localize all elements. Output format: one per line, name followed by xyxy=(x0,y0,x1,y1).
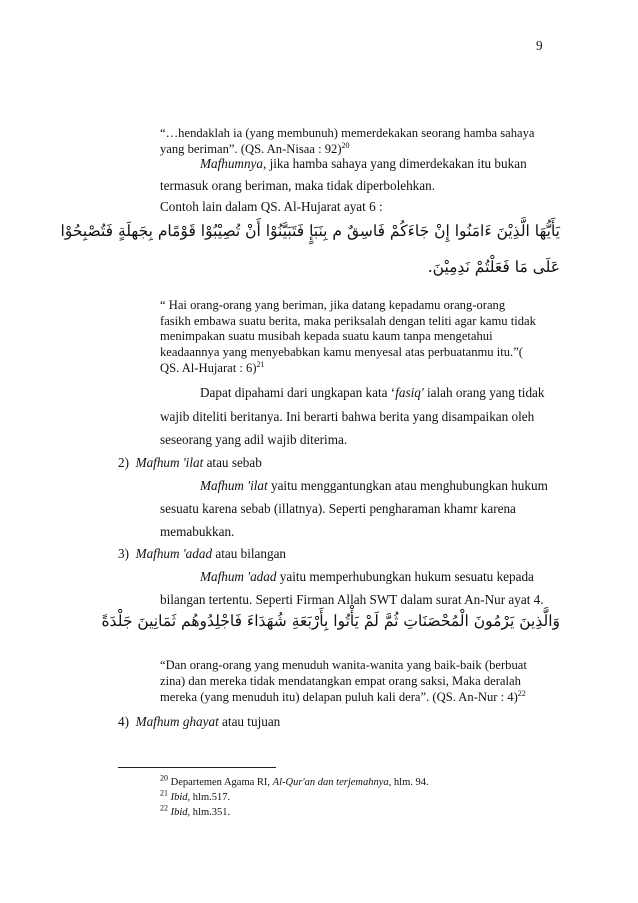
quote-an-nur-line: “Dan orang-orang yang menuduh wanita-wanita yang baik-baik (berbuat xyxy=(160,658,527,672)
footnote-text: hlm.351. xyxy=(190,807,231,818)
paragraph-text: yaitu menggantungkan atau menghubungkan hukum xyxy=(267,478,548,493)
footnote-number: 22 xyxy=(160,803,168,813)
quote-an-nisaa-line xyxy=(160,141,350,157)
list-title: Mafhum 'adad xyxy=(135,546,213,561)
list-title: Mafhum ghayat xyxy=(135,714,219,729)
quote-al-hujarat-line: keadaannya yang menyebabkan kamu menyesal atas perbuatanmu itu.”( xyxy=(160,345,523,359)
footnote-21 xyxy=(160,788,231,804)
footnote-ref-22: 22 xyxy=(517,688,526,698)
paragraph-text: yaitu memperhubungkan hukum sesuatu kepada xyxy=(276,569,534,584)
quote-an-nur-line: zina) dan mereka tidak mendatangkan empat orang saksi, Maka deralah xyxy=(160,674,521,688)
list-title-rest: atau sebab xyxy=(203,455,262,470)
list-item-heading xyxy=(118,546,286,562)
paragraph-line: Contoh lain dalam QS. Al-Hujarat ayat 6 : xyxy=(160,199,383,214)
list-number: 3) xyxy=(118,546,129,561)
term-fasiq: fasiq' xyxy=(395,385,424,400)
paragraph-line xyxy=(200,156,558,172)
arabic-verse-line: يَأَيُّهَا الَّذِيْنَ ءَامَنُوا إِنْ جَاءَكُمْ فَاسِقٌ م بِنَبَإٍ فَتَبَيَّنُوْا أَنْ تُصِيْبُوْا قَوْمًام بِجَهلَةٍ فَتُصْبِحُوْا xyxy=(60,222,560,240)
quote-an-nur-text: mereka (yang menuduh itu) delapan puluh kali dera”. (QS. An-Nur : 4) xyxy=(160,690,518,704)
footnote-title: Ibid, xyxy=(170,807,191,818)
arabic-verse-an-nur: وَالَّذِينَ يَرْمُونَ الْمُحْصَنَاتِ ثُمَّ لَمْ يَأْتُوا بِأَرْبَعَةِ شُهَدَاءَ فَاجْلِدُوهُم ثَمَانِينَ جَلْدَةً xyxy=(101,612,560,630)
list-title-rest: atau tujuan xyxy=(218,714,281,729)
quote-al-hujarat-line xyxy=(160,360,265,376)
quote-an-nur-line xyxy=(160,689,526,705)
footnote-22 xyxy=(160,803,231,819)
quote-an-nisaa-text: yang beriman”. (QS. An-Nisaa : 92) xyxy=(160,142,342,156)
footnote-text: hlm.517. xyxy=(190,792,231,803)
footnote-number: 21 xyxy=(160,788,168,798)
paragraph-line: wajib diteliti beritanya. Ini berarti bahwa berita yang disampaikan oleh xyxy=(160,409,535,424)
quote-al-hujarat-text: QS. Al-Hujarat : 6) xyxy=(160,361,257,375)
paragraph-text: , jika hamba sahaya yang dimerdekakan itu bukan xyxy=(263,156,527,171)
footnote-text: Departemen Agama RI, xyxy=(168,777,273,788)
footnote-ref-20: 20 xyxy=(341,140,350,150)
arabic-verse-line: عَلَى مَا فَعَلْتُمْ نَدِمِيْنَ. xyxy=(427,258,560,276)
paragraph-line: memabukkan. xyxy=(160,524,235,539)
paragraph-line: sesuatu karena sebab (illatnya). Seperti pengharaman khamr karena xyxy=(160,501,516,516)
footnote-title: Ibid, xyxy=(170,792,191,803)
list-title: Mafhum 'ilat xyxy=(135,455,204,470)
footnote-number: 20 xyxy=(160,773,168,783)
footnote-text: , hlm. 94. xyxy=(388,777,429,788)
paragraph-line xyxy=(200,569,534,585)
list-title-rest: atau bilangan xyxy=(212,546,287,561)
footnote-divider xyxy=(118,767,276,768)
term-mafhum-ilat: Mafhum 'ilat xyxy=(200,478,268,493)
footnote-20 xyxy=(160,773,429,789)
paragraph-line: bilangan tertentu. Seperti Firman Allah SWT dalam surat An-Nur ayat 4. xyxy=(160,592,544,607)
quote-al-hujarat-line: fasikh embawa suatu berita, maka periksalah dengan teliti agar kamu tidak xyxy=(160,314,536,328)
quote-al-hujarat-line: menimpakan suatu musibah kepada suatu kaum tanpa mengetahui xyxy=(160,329,493,343)
list-item-mafhum-ghayat xyxy=(118,714,280,730)
quote-an-nisaa-line: “…hendaklah ia (yang membunuh) memerdekakan seorang hamba sahaya xyxy=(160,126,535,140)
paragraph-line xyxy=(200,478,548,494)
quote-al-hujarat-line: “ Hai orang-orang yang beriman, jika datang kepadamu orang-orang xyxy=(160,298,506,312)
paragraph-text: Dapat dipahami dari ungkapan kata ‘ xyxy=(200,385,396,400)
list-number: 4) xyxy=(118,714,129,729)
paragraph-line xyxy=(200,385,545,401)
list-number: 2) xyxy=(118,455,129,470)
term-mafhum-adad: Mafhum 'adad xyxy=(200,569,277,584)
paragraph-text: ialah orang yang tidak xyxy=(423,385,545,400)
footnote-title: Al-Qur'an dan terjemahnya xyxy=(272,777,389,788)
paragraph-line: seseorang yang adil wajib diterima. xyxy=(160,432,348,447)
list-item-heading xyxy=(118,455,262,471)
footnote-ref-21: 21 xyxy=(256,359,265,369)
page-number: 9 xyxy=(536,38,543,53)
term-mafhumnya: Mafhumnya xyxy=(200,156,263,171)
paragraph-line: termasuk orang beriman, maka tidak diperbolehkan. xyxy=(160,178,436,193)
